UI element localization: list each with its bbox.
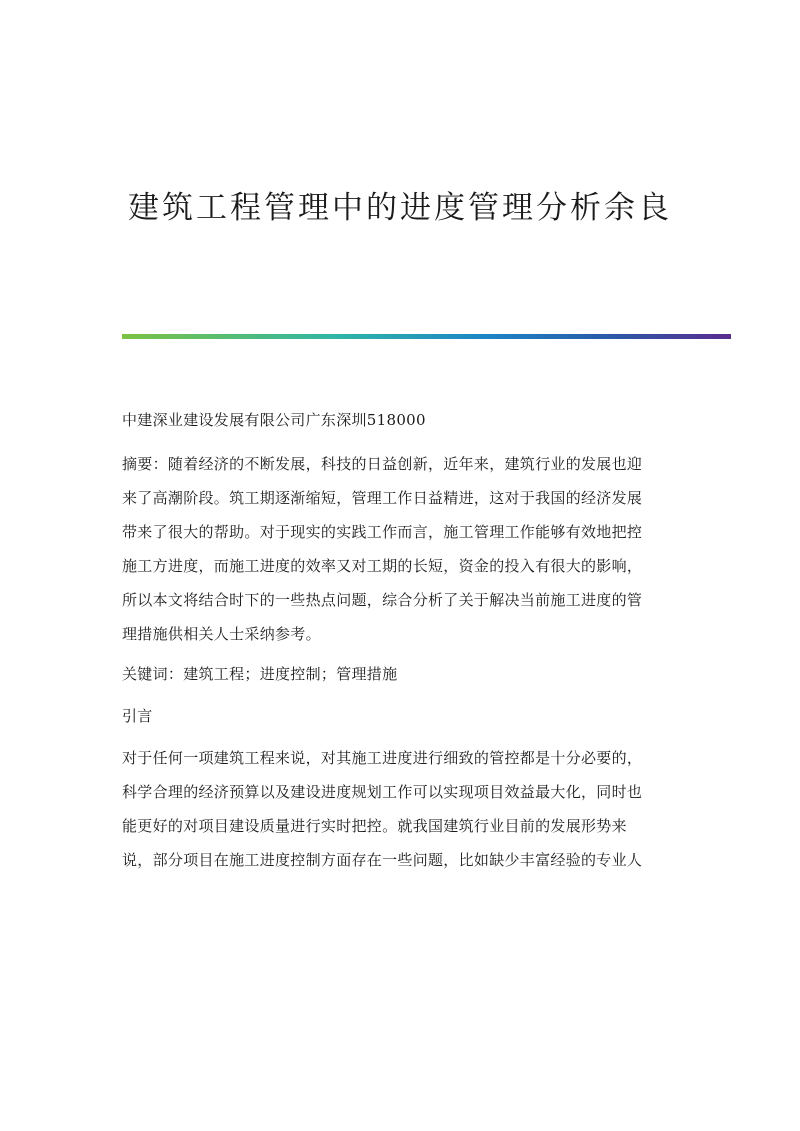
intro-line: 科学合理的经济预算以及建设进度规划工作可以实现项目效益最大化，同时也 [122,783,643,801]
introduction-paragraph [122,741,682,877]
abstract-line: 来了高潮阶段。筑工期逐渐缩短，管理工作日益精进，这对于我国的经济发展 [122,489,643,507]
abstract-line: 所以本文将结合时下的一些热点问题，综合分析了关于解决当前施工进度的管 [122,591,643,609]
intro-line: 说，部分项目在施工进度控制方面存在一些问题，比如缺少丰富经验的专业人 [122,851,643,869]
intro-line: 能更好的对项目建设质量进行实时把控。就我国建筑行业目前的发展形势来 [122,817,627,835]
abstract-paragraph [122,447,682,651]
document-body [122,403,682,877]
title-divider [122,334,731,339]
abstract-line: 带来了很大的帮助。对于现实的实践工作而言，施工管理工作能够有效地把控 [122,523,643,541]
author-affiliation: 中建深业建设发展有限公司广东深圳518000 [122,411,426,429]
intro-line: 对于任何一项建筑工程来说，对其施工进度进行细致的管控都是十分必要的， [122,749,643,767]
page-title: 建筑工程管理中的进度管理分析余良 [128,190,672,226]
abstract-line: 摘要：随着经济的不断发展，科技的日益创新，近年来，建筑行业的发展也迎 [122,455,643,473]
section-heading-introduction: 引言 [122,707,153,725]
abstract-line: 施工方进度，而施工进度的效率又对工期的长短，资金的投入有很大的影响， [122,557,643,575]
abstract-line: 理措施供相关人士采纳参考。 [122,625,321,643]
keywords-line: 关键词：建筑工程；进度控制；管理措施 [122,665,398,683]
